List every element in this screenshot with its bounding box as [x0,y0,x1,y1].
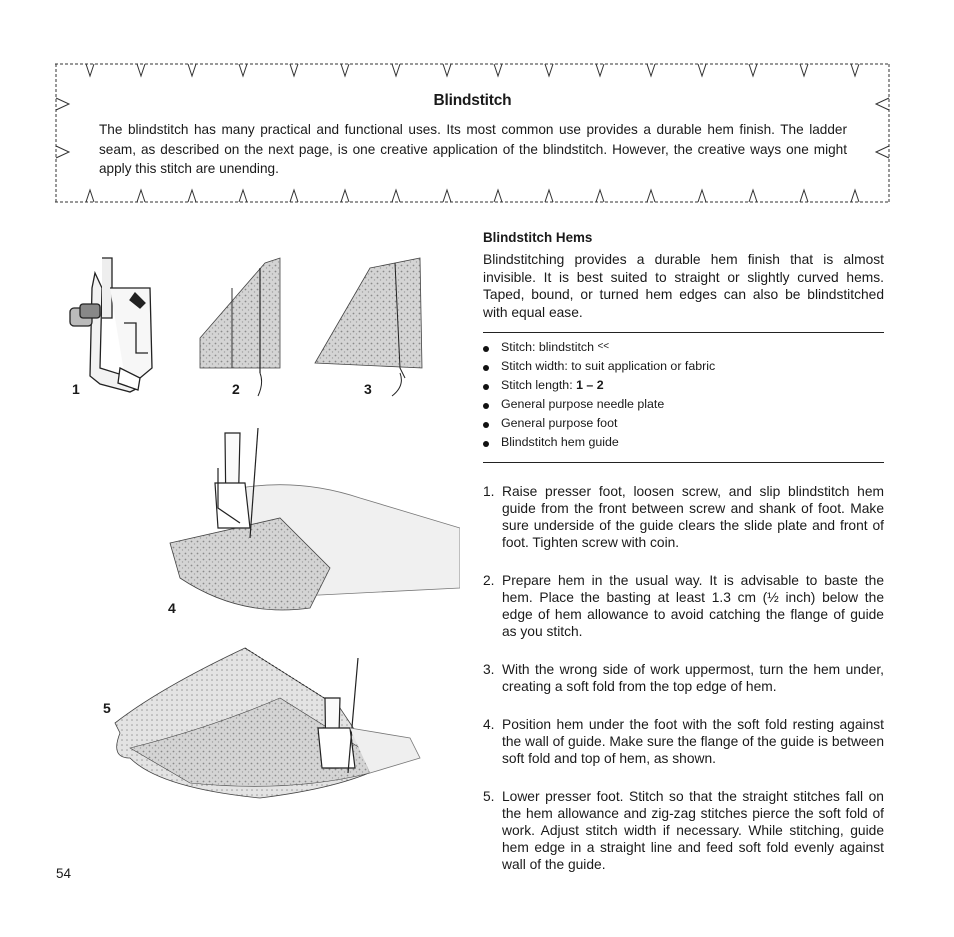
stitch-tooth-right [876,146,889,158]
stitch-tooth-bottom [443,190,451,202]
stitch-tooth-bottom [749,190,757,202]
stitch-tooth-bottom [86,190,94,202]
step-item: 2. Prepare hem in the usual way. It is advisable to baste the hem. Place the basting at least 1.3 cm (½ inch) below the edge of hem allowance to avoid catching the flange of guide as you stitch. [483,572,884,639]
stitch-tooth-bottom [341,190,349,202]
sewing-illustrations [40,228,460,868]
stitch-tooth-top [545,64,553,76]
intro-box [55,62,890,204]
blindstitch-symbol-icon: << [597,341,610,353]
stitch-tooth-top [494,64,502,76]
figure-4-positioning-hem [170,428,460,610]
stitch-tooth-top [647,64,655,76]
divider-top [483,332,884,333]
section-intro: Blindstitching provides a durable hem finish that is almost invisible. It is best suited to straight or slightly curved hems. Taped, bound, or turned hem edges can also be blindstitched with equal ease. [483,252,884,320]
spec-item: Stitch: blindstitch << [483,338,884,357]
spec-item: Stitch width: to suit application or fabric [483,357,884,376]
stitch-tooth-bottom [290,190,298,202]
section-heading: Blindstitch Hems [483,230,593,245]
figure-3-folded-hem [315,258,422,396]
stitch-tooth-top [800,64,808,76]
stitch-tooth-top [188,64,196,76]
stitch-tooth-bottom [494,190,502,202]
stitch-tooth-bottom [800,190,808,202]
bullet-icon [483,403,489,409]
stitch-tooth-bottom [188,190,196,202]
stitch-tooth-top [596,64,604,76]
stitch-tooth-top [239,64,247,76]
spec-item: General purpose needle plate [483,395,884,414]
figure-1-hem-guide [70,258,152,392]
bullet-icon [483,422,489,428]
stitch-tooth-bottom [851,190,859,202]
figure-area [40,228,460,868]
figure-label-4: 4 [168,600,176,616]
spec-item: Stitch length: 1 – 2 [483,376,884,395]
step-item: 3. With the wrong side of work uppermost, turn the hem under, creating a soft fold from the top edge of hem. [483,661,884,694]
stitch-tooth-top [851,64,859,76]
stitch-tooth-bottom [392,190,400,202]
stitch-tooth-bottom [698,190,706,202]
stitch-tooth-top [86,64,94,76]
spec-item: Blindstitch hem guide [483,433,884,452]
figure-label-1: 1 [72,381,80,397]
stitch-tooth-top [137,64,145,76]
step-item: 1. Raise presser foot, loosen screw, and slip blindstitch hem guide from the front between screw and shank of foot. Make sure underside of the guide clears the slide plate and front of foot. Tighten screw with coin. [483,483,884,550]
bullet-icon [483,441,489,447]
stitch-tooth-bottom [239,190,247,202]
figure-label-2: 2 [232,381,240,397]
steps-list [483,483,884,873]
stitch-tooth-bottom [596,190,604,202]
stitch-tooth-top [443,64,451,76]
box-text: The blindstitch has many practical and functional uses. Its most common use provides a durable hem finish. The ladder seam, as described on the next page, is one creative application of the blindstitch. However, the creative ways one might apply this stitch are unending. [99,122,847,176]
bullet-icon [483,365,489,371]
stitch-tooth-top [698,64,706,76]
figure-label-5: 5 [103,700,111,716]
stitch-tooth-top [341,64,349,76]
instructions-column [483,230,884,873]
stitch-tooth-top [290,64,298,76]
divider-bottom [483,462,884,463]
step-item: 4. Position hem under the foot with the soft fold resting against the wall of guide. Make sure the flange of the guide is between soft fold and top of hem, as shown. [483,716,884,766]
box-title: Blindstitch [433,92,512,109]
stitch-tooth-bottom [647,190,655,202]
spec-item: General purpose foot [483,414,884,433]
figure-label-3: 3 [364,381,372,397]
stitch-tooth-bottom [137,190,145,202]
bullet-icon [483,346,489,352]
step-item: 5. Lower presser foot. Stitch so that the straight stitches fall on the hem allowance and zig-zag stitches pierce the soft fold of work. Adjust stitch width if necessary. While stitching, guide hem edge in a straight line and feed soft fold evenly against wall of the guide. [483,788,884,872]
figure-5-stitching-hem [115,648,420,798]
page-number: 54 [56,866,72,881]
spec-list [483,338,884,451]
stitch-tooth-left [56,146,69,158]
figure-2-hem-fold [200,258,280,396]
stitch-tooth-top [392,64,400,76]
bullet-icon [483,384,489,390]
stitch-tooth-bottom [545,190,553,202]
stitch-tooth-top [749,64,757,76]
